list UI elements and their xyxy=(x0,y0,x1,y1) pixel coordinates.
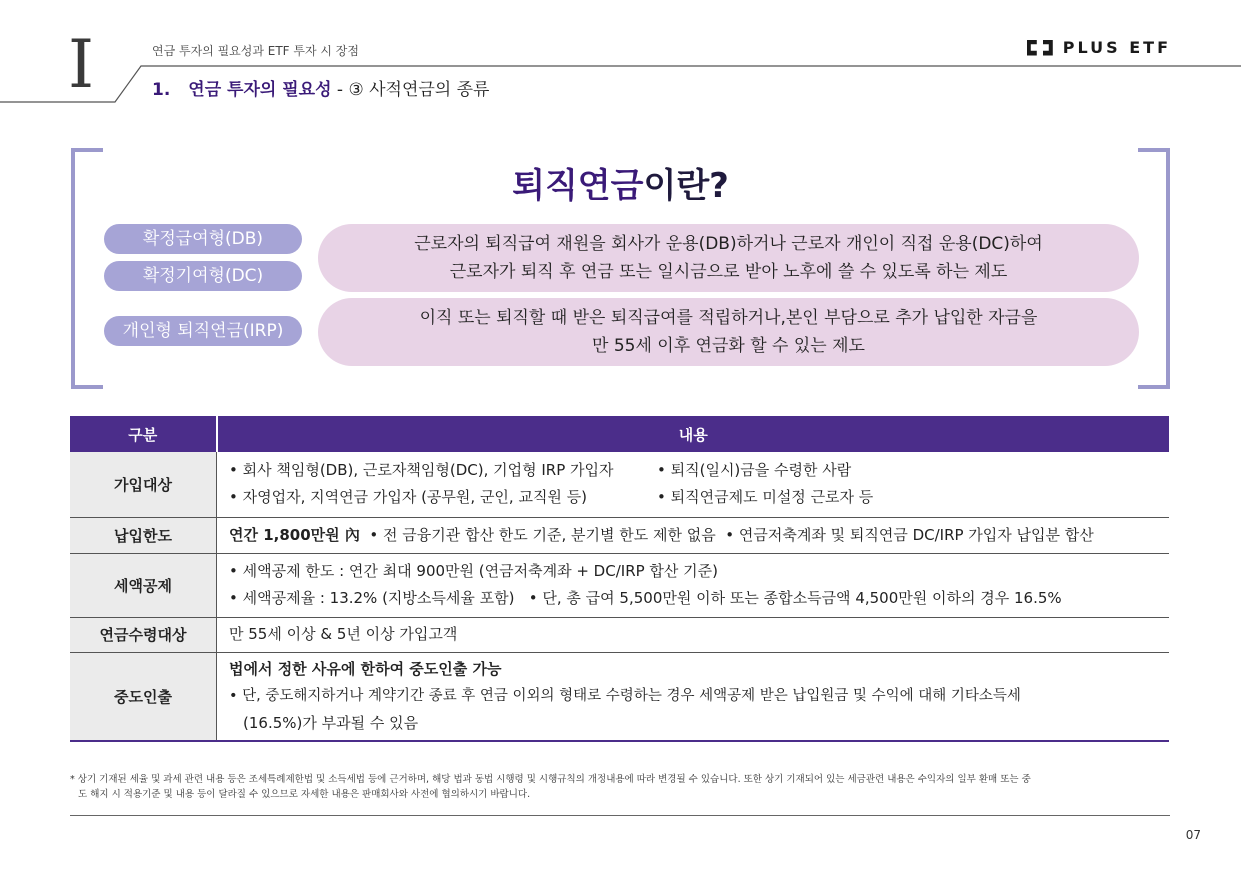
page-heading xyxy=(152,75,489,100)
cell-text: 만 55세 이상 & 5년 이상 가입고객 xyxy=(229,625,458,643)
row-label: 가입대상 xyxy=(70,452,217,517)
heading-main: 연금 투자의 필요성 xyxy=(188,80,332,100)
cell-text: • 자영업자, 지역연금 가입자 (공무원, 군인, 교직원 등) xyxy=(229,488,588,507)
cell-text: • 퇴직(일시)금을 수령한 사람 xyxy=(657,461,852,480)
header-content: 내용 xyxy=(217,416,1170,452)
cell-text: • 세액공제 한도 : 연간 최대 900만원 (연금저축계좌 + DC/IRP 합산 기준) xyxy=(229,562,719,580)
table-row xyxy=(70,553,1169,617)
table-row xyxy=(70,652,1169,741)
heading-number: 1. xyxy=(152,80,171,100)
desc-db-dc xyxy=(318,224,1139,292)
pill-dc: 확정기여형(DC) xyxy=(104,261,302,291)
pill-db: 확정급여형(DB) xyxy=(104,224,302,254)
footer-rule xyxy=(70,815,1170,816)
table-row xyxy=(70,617,1169,652)
heading-sub: - ③ 사적연금의 종류 xyxy=(331,80,490,100)
page-number: 07 xyxy=(1185,828,1201,842)
brand-logo xyxy=(1027,38,1171,57)
cell-text: • 단, 중도해지하거나 계약기간 종료 후 연금 이외의 형태로 수령하는 경우 세액공제 받은 납입원금 및 수익에 대해 기타소득세 xyxy=(229,687,1021,704)
row-content xyxy=(217,452,1170,517)
row-content xyxy=(217,553,1170,617)
row-label: 세액공제 xyxy=(70,553,217,617)
row-label: 납입한도 xyxy=(70,517,217,553)
cell-bold: 연간 1,800만원 內 xyxy=(229,525,360,544)
desc-line: 만 55세 이후 연금화 할 수 있는 제도 xyxy=(592,336,865,356)
row-label: 중도인출 xyxy=(70,652,217,741)
desc-line: 근로자의 퇴직급여 재원을 회사가 운용(DB)하거나 근로자 개인이 직접 운용(DC)하여 xyxy=(414,234,1043,254)
row-content xyxy=(217,652,1170,741)
cell-text: • 세액공제율 : 13.2% (지방소득세율 포함) • 단, 총 급여 5,500만원 이하 또는 종합소득금액 4,500만원 이하의 경우 16.5% xyxy=(229,589,1062,607)
box-title xyxy=(0,158,1241,207)
footnote-line: * 상기 기재된 세율 및 과세 관련 내용 등은 조세특례제한법 및 소득세법 등에 근거하며, 해당 법과 동법 시행령 및 시행규칙의 개정내용에 따라 변경될 수 있습니다. 또한 상기 기재되어 있는 세금관련 내용은 수익자의 일부 환매 또는 중 xyxy=(70,774,1031,785)
cell-text: • 퇴직연금제도 미설정 근로자 등 xyxy=(657,488,874,507)
header-category: 구분 xyxy=(70,416,217,452)
pill-irp: 개인형 퇴직연금(IRP) xyxy=(104,316,302,346)
cell-text: • 회사 책임형(DB), 근로자책임형(DC), 기업형 IRP 가입자 xyxy=(229,461,614,480)
footnote-line: 도 해지 시 적용기준 및 내용 등이 달라질 수 있으므로 자세한 내용은 판매회사와 사전에 협의하시기 바랍니다. xyxy=(78,789,531,800)
desc-line: 근로자가 퇴직 후 연금 또는 일시금으로 받아 노후에 쓸 수 있도록 하는 제도 xyxy=(449,262,1008,282)
row-label: 연금수령대상 xyxy=(70,617,217,652)
logo-text: PLUS ETF xyxy=(1062,38,1171,57)
table-header-row xyxy=(70,416,1169,452)
row-content xyxy=(217,517,1170,553)
pension-table xyxy=(70,416,1169,742)
table-row xyxy=(70,452,1169,517)
cell-text: • 전 금융기관 합산 한도 기준, 분기별 한도 제한 없음 • 연금저축계좌 및 퇴직연금 DC/IRP 가입자 납입분 합산 xyxy=(359,525,1094,544)
row-content xyxy=(217,617,1170,652)
section-title: 연금 투자의 필요성과 ETF 투자 시 장점 xyxy=(152,44,359,58)
cell-text: (16.5%)가 부과될 수 있음 xyxy=(243,713,419,732)
table-row xyxy=(70,517,1169,553)
chapter-numeral: I xyxy=(68,26,95,103)
cell-bold: 법에서 정한 사유에 한하여 중도인출 가능 xyxy=(229,659,502,678)
logo-icon xyxy=(1027,40,1053,56)
desc-irp xyxy=(318,298,1139,366)
box-title-highlight: 퇴직연금 xyxy=(512,166,644,206)
box-title-rest: 이란? xyxy=(643,166,729,206)
footnote xyxy=(70,772,1170,802)
desc-line: 이직 또는 퇴직할 때 받은 퇴직급여를 적립하거나,본인 부담으로 추가 납입한 자금을 xyxy=(419,308,1038,328)
